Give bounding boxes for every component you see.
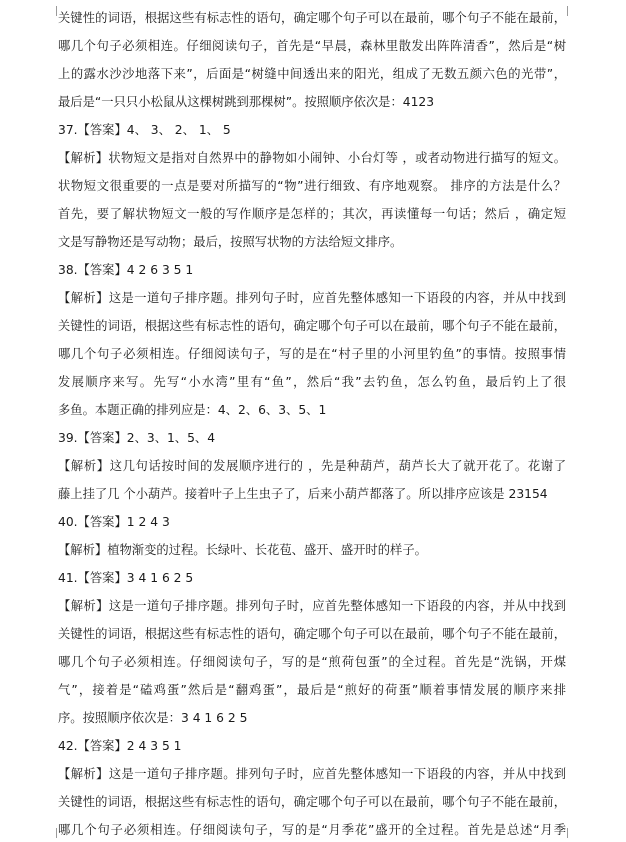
text-line: 序。按照顺序依次是：3 4 1 6 2 5 [58,711,248,725]
text-line: 【解析】植物渐变的过程。长绿叶、长花苞、盛开、盛开时的样子。 [58,543,427,557]
text-line: 发展顺序来写。先写“小水湾”里有“鱼”，然后“我”去钓鱼，怎么钓鱼，最后钓上了很 [58,375,566,389]
text-line: 关键性的词语，根据这些有标志性的语句，确定哪个句子可以在最前，哪个句子不能在最前， [58,627,566,641]
answer-heading: 38.【答案】4 2 6 3 5 1 [58,263,194,277]
text-line: 【解析】这是一道句子排序题。排列句子时，应首先整体感知一下语段的内容，并从中找到 [58,767,566,781]
text-line: 哪几个句子必须相连。仔细阅读句子，写的是“月季花”盛开的全过程。首先是总述“月季 [58,823,566,837]
text-line: 关键性的词语，根据这些有标志性的语句，确定哪个句子可以在最前，哪个句子不能在最前， [58,795,566,809]
text-line: 关键性的词语，根据这些有标志性的语句，确定哪个句子可以在最前，哪个句子不能在最前， [58,319,566,333]
text-line: 藤上挂了几 个小葫芦。接着叶子上生虫子了，后来小葫芦都落了。所以排序应该是 23154 [58,487,548,501]
text-line: 首先，要了解状物短文一般的写作顺序是怎样的；其次，再读懂每一句话；然后 ，确定短 [58,207,566,221]
answer-heading: 37.【答案】4、 3、 2、 1、 5 [58,123,231,137]
margin-corner-mark [46,828,57,838]
answer-heading: 42.【答案】2 4 3 5 1 [58,739,182,753]
text-line: 上的露水沙沙地落下来”，后面是“树缝中间透出来的阳光，组成了无数五颜六色的光带”， [58,67,566,81]
text-line: 气”，接着是“磕鸡蛋”然后是“翻鸡蛋”，最后是“煎好的荷蛋”顺着事情发展的顺序来排 [58,683,566,697]
answer-heading: 39.【答案】2、3、1、5、4 [58,431,216,445]
text-line: 【解析】状物短文是指对自然界中的静物如小闹钟、小台灯等 ，或者动物进行描写的短文。 [58,151,566,165]
answer-heading: 41.【答案】3 4 1 6 2 5 [58,571,194,585]
text-line: 哪几个句子必须相连。仔细阅读句子，写的是在“村子里的小河里钓鱼”的事情。按照事情 [58,347,566,361]
text-line: 哪几个句子必须相连。仔细阅读句子，首先是“早晨，森林里散发出阵阵清香”，然后是“树 [58,39,566,53]
margin-corner-mark [567,6,578,16]
text-line: 关键性的词语，根据这些有标志性的语句，确定哪个句子可以在最前，哪个句子不能在最前， [58,11,566,25]
text-line: 状物短文很重要的一点是要对所描写的“物”进行细致、有序地观察。 排序的方法是什么？ [58,179,566,193]
text-line: 【解析】这是一道句子排序题。排列句子时，应首先整体感知一下语段的内容，并从中找到 [58,599,566,613]
text-line: 多鱼。本题正确的排列应是：4、2、6、3、5、1 [58,403,327,417]
margin-corner-mark [46,6,57,16]
answer-heading: 40.【答案】1 2 4 3 [58,515,170,529]
text-line: 哪几个句子必须相连。仔细阅读句子，写的是“煎荷包蛋”的全过程。首先是“洗锅，开煤 [58,655,566,669]
text-line: 文是写静物还是写动物；最后，按照写状物的方法给短文排序。 [58,235,403,249]
text-line: 【解析】这几句话按时间的发展顺序进行的 ，先是种葫芦，葫芦长大了就开花了。花谢了 [58,459,566,473]
text-line: 【解析】这是一道句子排序题。排列句子时，应首先整体感知一下语段的内容，并从中找到 [58,291,566,305]
text-line: 最后是“一只只小松鼠从这棵树跳到那棵树”。按照顺序依次是：4123 [58,95,435,109]
margin-corner-mark [567,828,578,838]
